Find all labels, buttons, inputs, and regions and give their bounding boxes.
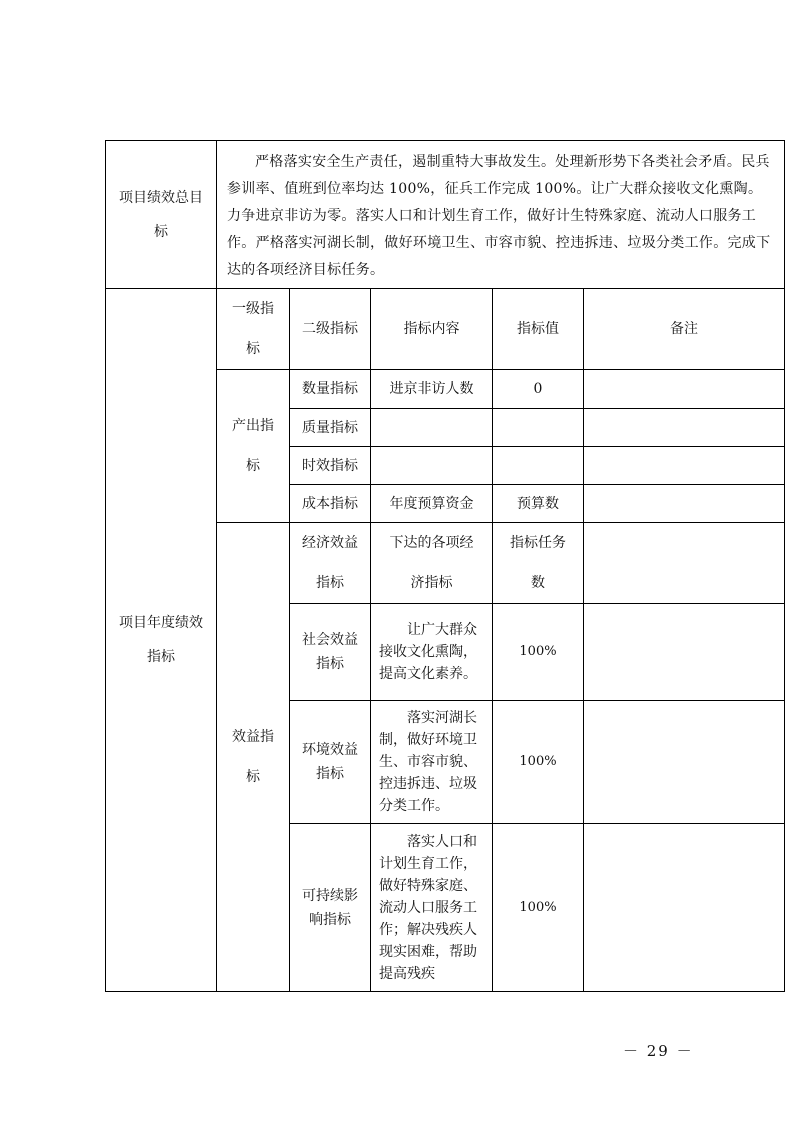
- social-name-line2: 指标: [316, 656, 344, 672]
- benefit-label-cell: [217, 523, 290, 992]
- economic-content-line1: 下达的各项经: [389, 535, 474, 551]
- output-value-3: [493, 447, 584, 485]
- output-name-3: 时效指标: [290, 447, 371, 485]
- header-content: 指标内容: [371, 289, 493, 370]
- economic-content: [371, 523, 493, 604]
- output-label-cell: [217, 370, 290, 523]
- sustain-content: [371, 824, 493, 992]
- economic-name: [290, 523, 371, 604]
- header-row: [106, 289, 785, 370]
- header-level1-line2: 标: [246, 341, 260, 357]
- output-value-4: 预算数: [493, 485, 584, 523]
- economic-content-line2: 济指标: [410, 575, 453, 591]
- benefit-label-line1: 效益指: [232, 729, 274, 745]
- summary-label-cell: [106, 141, 217, 289]
- output-name-4: 成本指标: [290, 485, 371, 523]
- output-value-1: 0: [493, 370, 584, 409]
- annual-label-line2: 指标: [147, 649, 175, 665]
- header-level1: [217, 289, 290, 370]
- environment-value: 100%: [493, 701, 584, 824]
- output-content-2: [371, 409, 493, 447]
- output-note-1: [584, 370, 785, 409]
- environment-note: [584, 701, 785, 824]
- economic-value-line2: 数: [531, 575, 545, 591]
- economic-name-line2: 指标: [316, 575, 344, 591]
- social-value: 100%: [493, 604, 584, 701]
- economic-value-line1: 指标任务: [510, 535, 566, 551]
- summary-label-line1: 项目绩效总目: [119, 189, 203, 206]
- page-number: － 29 －: [623, 1042, 694, 1060]
- social-name: [290, 604, 371, 701]
- environment-name: [290, 701, 371, 824]
- summary-label-line2: 标: [154, 223, 168, 240]
- output-content-3: [371, 447, 493, 485]
- header-level1-line1: 一级指: [232, 301, 274, 317]
- social-name-line1: 社会效益: [302, 632, 358, 648]
- performance-table: [105, 140, 785, 992]
- output-value-2: [493, 409, 584, 447]
- social-note: [584, 604, 785, 701]
- sustain-name: [290, 824, 371, 992]
- sustain-name-line1: 可持续影: [302, 887, 358, 904]
- economic-note: [584, 523, 785, 604]
- economic-name-line1: 经济效益: [302, 535, 358, 551]
- sustain-name-line2: 响指标: [309, 911, 351, 928]
- environment-content-text: 落实河湖长制，做好环境卫生、市容市貌、控违拆违、垃圾分类工作。: [379, 710, 477, 814]
- output-note-4: [584, 485, 785, 523]
- output-content-1: 进京非访人数: [371, 370, 493, 409]
- environment-name-line2: 指标: [316, 766, 344, 782]
- header-level2: 二级指标: [290, 289, 371, 370]
- output-name-1: 数量指标: [290, 370, 371, 409]
- summary-row: [106, 141, 785, 289]
- output-name-2: 质量指标: [290, 409, 371, 447]
- output-content-4: 年度预算资金: [371, 485, 493, 523]
- social-content: [371, 604, 493, 701]
- environment-name-line1: 环境效益: [302, 742, 358, 758]
- annual-label-cell: [106, 289, 217, 992]
- environment-content: [371, 701, 493, 824]
- output-note-3: [584, 447, 785, 485]
- header-note: 备注: [584, 289, 785, 370]
- output-label-line2: 标: [246, 458, 260, 474]
- sustain-note: [584, 824, 785, 992]
- economic-value: [493, 523, 584, 604]
- header-value: 指标值: [493, 289, 584, 370]
- output-note-2: [584, 409, 785, 447]
- output-label-line1: 产出指: [232, 418, 274, 434]
- sustain-content-text: 落实人口和计划生育工作，做好特殊家庭、流动人口服务工作；解决残疾人现实困难，帮助提高残疾: [379, 833, 477, 982]
- benefit-label-line2: 标: [246, 769, 260, 785]
- social-content-text: 让广大群众接收文化熏陶，提高文化素养。: [379, 622, 477, 682]
- summary-text: 严格落实安全生产责任，遏制重特大事故发生。处理新形势下各类社会矛盾。民兵参训率、值班到位率均达 100%，征兵工作完成 100%。让广大群众接收文化熏陶。力争进京非访为零。落实人口和计划生育工作，做好计生特殊家庭、流动人口服务工作。严格落实河湖长制，做好环境卫生、市容市貌、控违拆违、垃圾分类工作。完成下达的各项经济目标任务。: [217, 141, 785, 289]
- sustain-value: 100%: [493, 824, 584, 992]
- annual-label-line1: 项目年度绩效: [119, 615, 203, 631]
